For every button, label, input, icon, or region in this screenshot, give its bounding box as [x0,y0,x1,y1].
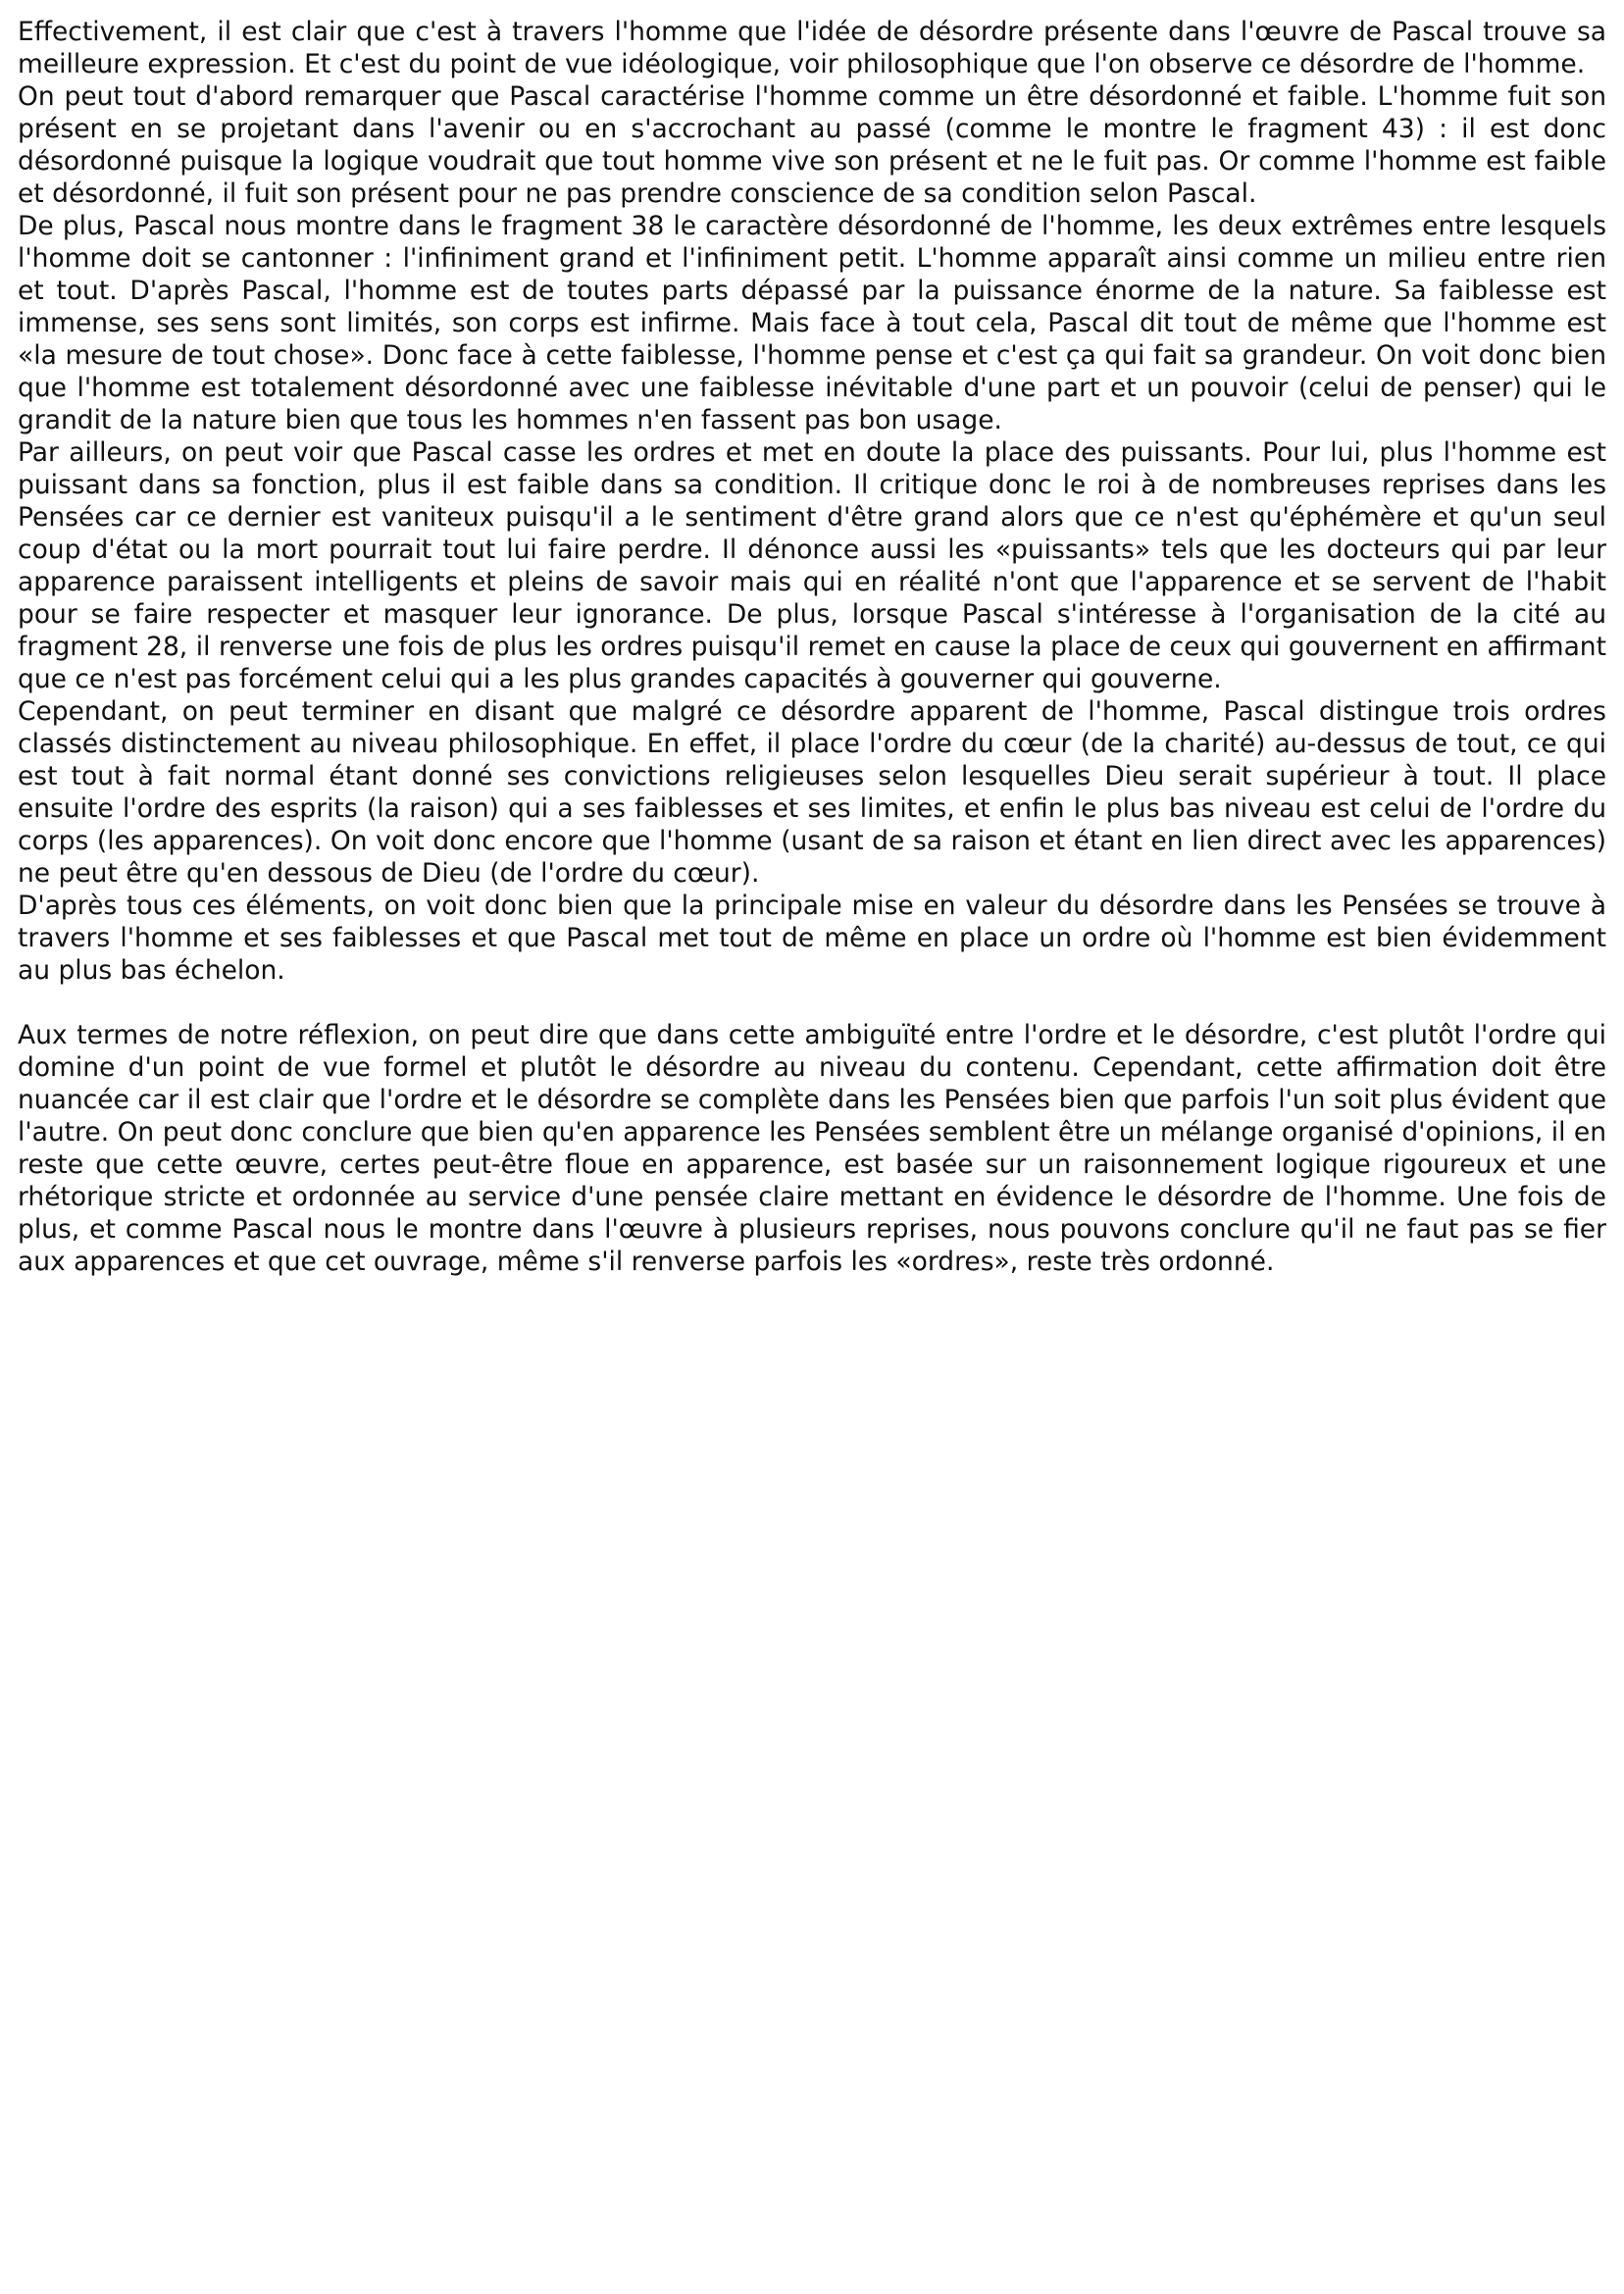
paragraph-puissants: Par ailleurs, on peut voir que Pascal casse les ordres et met en doute la place des puissants. Pour lui, plus l'homme est puissant dans sa fonction, plus il est faible dans sa condition. Il critique donc le roi à de nombreuses reprises dans les Pensées car ce dernier est vaniteux puisqu'il a le sentiment d'être grand alors que ce n'est qu'éphémère et qu'un seul coup d'état ou la mort pourrait tout lui faire perdre. Il dénonce aussi les «puissants» tels que les docteurs qui par leur apparence paraissent intelligents et pleins de savoir mais qui en réalité n'ont que l'apparence et se servent de l'habit pour se faire respecter et masquer leur ignorance. De plus, lorsque Pascal s'intéresse à l'organisation de la cité au fragment 28, il renverse une fois de plus les ordres puisqu'il remet en cause la place de ceux qui gouvernent en affirmant que ce n'est pas forcément celui qui a les plus grandes capacités à gouverner qui gouverne. [18,437,1606,694]
document-body [18,16,1606,1278]
paragraph-spacer [18,987,1606,1019]
paragraph-intro: Effectivement, il est clair que c'est à travers l'homme que l'idée de désordre présente dans l'œuvre de Pascal trouve sa meilleure expression. Et c'est du point de vue idéologique, voir philosophique que l'on observe ce désordre de l'homme. [18,17,1606,79]
paragraph-synthese: D'après tous ces éléments, on voit donc bien que la principale mise en valeur du désordre dans les Pensées se trouve à travers l'homme et ses faiblesses et que Pascal met tout de même en place un ordre où l'homme est bien évidemment au plus bas échelon. [18,891,1606,986]
paragraph-faiblesse: On peut tout d'abord remarquer que Pascal caractérise l'homme comme un être désordonné et faible. L'homme fuit son présent en se projetant dans l'avenir ou en s'accrochant au passé (comme le montre le fragment 43) : il est donc désordonné puisque la logique voudrait que tout homme vive son présent et ne le fuit pas. Or comme l'homme est faible et désordonné, il fuit son présent pour ne pas prendre conscience de sa condition selon Pascal. [18,81,1606,209]
paragraph-conclusion: Aux termes de notre réflexion, on peut dire que dans cette ambiguïté entre l'ordre et le désordre, c'est plutôt l'ordre qui domine d'un point de vue formel et plutôt le désordre au niveau du contenu. Cependant, cette affirmation doit être nuancée car il est clair que l'ordre et le désordre se complète dans les Pensées bien que parfois l'un soit plus évident que l'autre. On peut donc conclure que bien qu'en apparence les Pensées semblent être un mélange organisé d'opinions, il en reste que cette œuvre, certes peut-être floue en apparence, est basée sur un raisonnement logique rigoureux et une rhétorique stricte et ordonnée au service d'une pensée claire mettant en évidence le désordre de l'homme. Une fois de plus, et comme Pascal nous le montre dans l'œuvre à plusieurs reprises, nous pouvons conclure qu'il ne faut pas se fier aux apparences et que cet ouvrage, même s'il renverse parfois les «ordres», reste très ordonné. [18,1020,1606,1277]
paragraph-fragment-38: De plus, Pascal nous montre dans le fragment 38 le caractère désordonné de l'homme, les deux extrêmes entre lesquels l'homme doit se cantonner : l'infiniment grand et l'infiniment petit. L'homme apparaît ainsi comme un milieu entre rien et tout. D'après Pascal, l'homme est de toutes parts dépassé par la puissance énorme de la nature. Sa faiblesse est immense, ses sens sont limités, son corps est infirme. Mais face à tout cela, Pascal dit tout de même que l'homme est «la mesure de tout chose». Donc face à cette faiblesse, l'homme pense et c'est ça qui fait sa grandeur. On voit donc bien que l'homme est totalement désordonné avec une faiblesse inévitable d'une part et un pouvoir (celui de penser) qui le grandit de la nature bien que tous les hommes n'en fassent pas bon usage. [18,211,1606,435]
paragraph-trois-ordres: Cependant, on peut terminer en disant que malgré ce désordre apparent de l'homme, Pascal distingue trois ordres classés distinctement au niveau philosophique. En effet, il place l'ordre du cœur (de la charité) au-dessus de tout, ce qui est tout à fait normal étant donné ses convictions religieuses selon lesquelles Dieu serait supérieur à tout. Il place ensuite l'ordre des esprits (la raison) qui a ses faiblesses et ses limites, et enfin le plus bas niveau est celui de l'ordre du corps (les apparences). On voit donc encore que l'homme (usant de sa raison et étant en lien direct avec les apparences) ne peut être qu'en dessous de Dieu (de l'ordre du cœur). [18,696,1606,889]
